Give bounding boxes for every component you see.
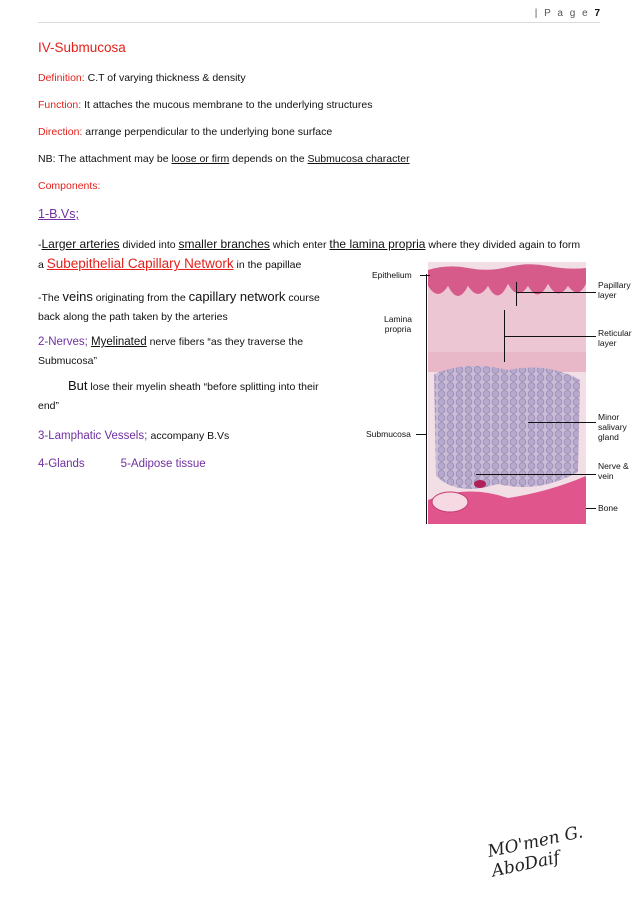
veins-t1: originating from the	[92, 292, 189, 304]
nerves-paragraph	[38, 333, 338, 371]
nb-submucosa: Submucosa character	[307, 153, 410, 165]
author-signature: MO'men G. AboDaif	[485, 822, 585, 882]
leader-bone	[586, 508, 596, 509]
bvs-a: a	[38, 259, 47, 271]
section-title: IV-Submucosa	[38, 40, 126, 55]
label-reticular: Reticular layer	[598, 328, 632, 348]
glands-item: 4-Glands	[38, 458, 85, 470]
lymph-label: 3-Lamphatic Vessels;	[38, 430, 151, 442]
dash: -	[38, 239, 42, 251]
veins-pre: -The	[38, 292, 63, 304]
veins-paragraph	[38, 287, 338, 327]
but-paragraph	[38, 376, 338, 416]
label-epithelium: Epithelium	[372, 270, 412, 280]
capillary-term: capillary network	[188, 289, 286, 304]
function-text: It attaches the mucous membrane to the underlying structures	[84, 99, 373, 111]
bvs-t3: where they divided again to form	[425, 239, 581, 251]
veins-t2: course back along the path taken by the arteries	[38, 292, 320, 323]
bvs-line-2	[38, 256, 301, 271]
leader-nerve-vein	[476, 474, 596, 475]
capillary-network-term: Subepithelial Capillary Network	[46, 256, 234, 271]
bracket-line	[426, 274, 427, 524]
direction-line	[38, 126, 332, 138]
nerves-text: nerve fibers “as they traverse the Submucosa”	[38, 336, 304, 367]
bvs-rest: in the papillae	[233, 259, 302, 271]
glands-line	[38, 458, 206, 470]
page-number-value: 7	[594, 8, 600, 19]
lamina-propria: the lamina propria	[329, 237, 426, 251]
but-word: But	[68, 378, 88, 393]
definition-text: C.T of varying thickness & density	[87, 72, 246, 84]
header-rule	[38, 22, 600, 23]
label-minor-gland: Minor salivary gland	[598, 412, 627, 442]
definition-label: Definition:	[38, 72, 85, 84]
bracket-papillary	[516, 282, 517, 306]
definition-line	[38, 72, 246, 84]
leader-submucosa	[416, 434, 426, 435]
bvs-t1: divided into	[119, 239, 179, 251]
label-nerve-vein: Nerve & vein	[598, 461, 629, 481]
bvs-line-1	[38, 237, 580, 251]
nerves-label: 2-Nerves;	[38, 336, 92, 348]
nb-loose: loose or firm	[171, 153, 230, 165]
nb-pre: NB: The attachment may be	[38, 153, 172, 165]
bvs-heading: 1-B.Vs;	[38, 207, 79, 221]
smaller-branches: smaller branches	[178, 237, 270, 251]
leader-epithelium	[420, 275, 430, 276]
nb-mid: depends on the	[229, 153, 308, 165]
leader-papillary	[516, 292, 596, 293]
veins-term: veins	[62, 289, 93, 304]
label-lamina: Lamina propria	[384, 314, 412, 334]
direction-label: Direction:	[38, 126, 83, 138]
label-bone: Bone	[598, 503, 618, 513]
leader-gland	[528, 422, 596, 423]
larger-arteries: Larger arteries	[41, 237, 120, 251]
function-label: Function:	[38, 99, 82, 111]
page-word: | P a g e	[534, 8, 590, 19]
lymph-line	[38, 430, 229, 442]
histology-figure	[358, 262, 632, 526]
histology-image	[428, 262, 586, 524]
myelinated-term: Myelinated	[91, 336, 147, 348]
leader-reticular	[504, 336, 596, 337]
bvs-t2: which enter	[269, 239, 330, 251]
adipose-item: 5-Adipose tissue	[120, 458, 206, 470]
function-line	[38, 99, 372, 111]
lymph-text: accompany B.Vs	[150, 430, 230, 442]
label-papillary: Papillary layer	[598, 280, 631, 300]
label-submucosa: Submucosa	[366, 429, 411, 439]
tissue-drawing	[428, 262, 586, 524]
direction-text: arrange perpendicular to the underlying bone surface	[85, 126, 333, 138]
components-label: Components:	[38, 180, 101, 192]
nb-line	[38, 153, 410, 165]
page-number	[535, 8, 600, 19]
but-text: lose their myelin sheath “before splitting into their end”	[38, 381, 319, 412]
